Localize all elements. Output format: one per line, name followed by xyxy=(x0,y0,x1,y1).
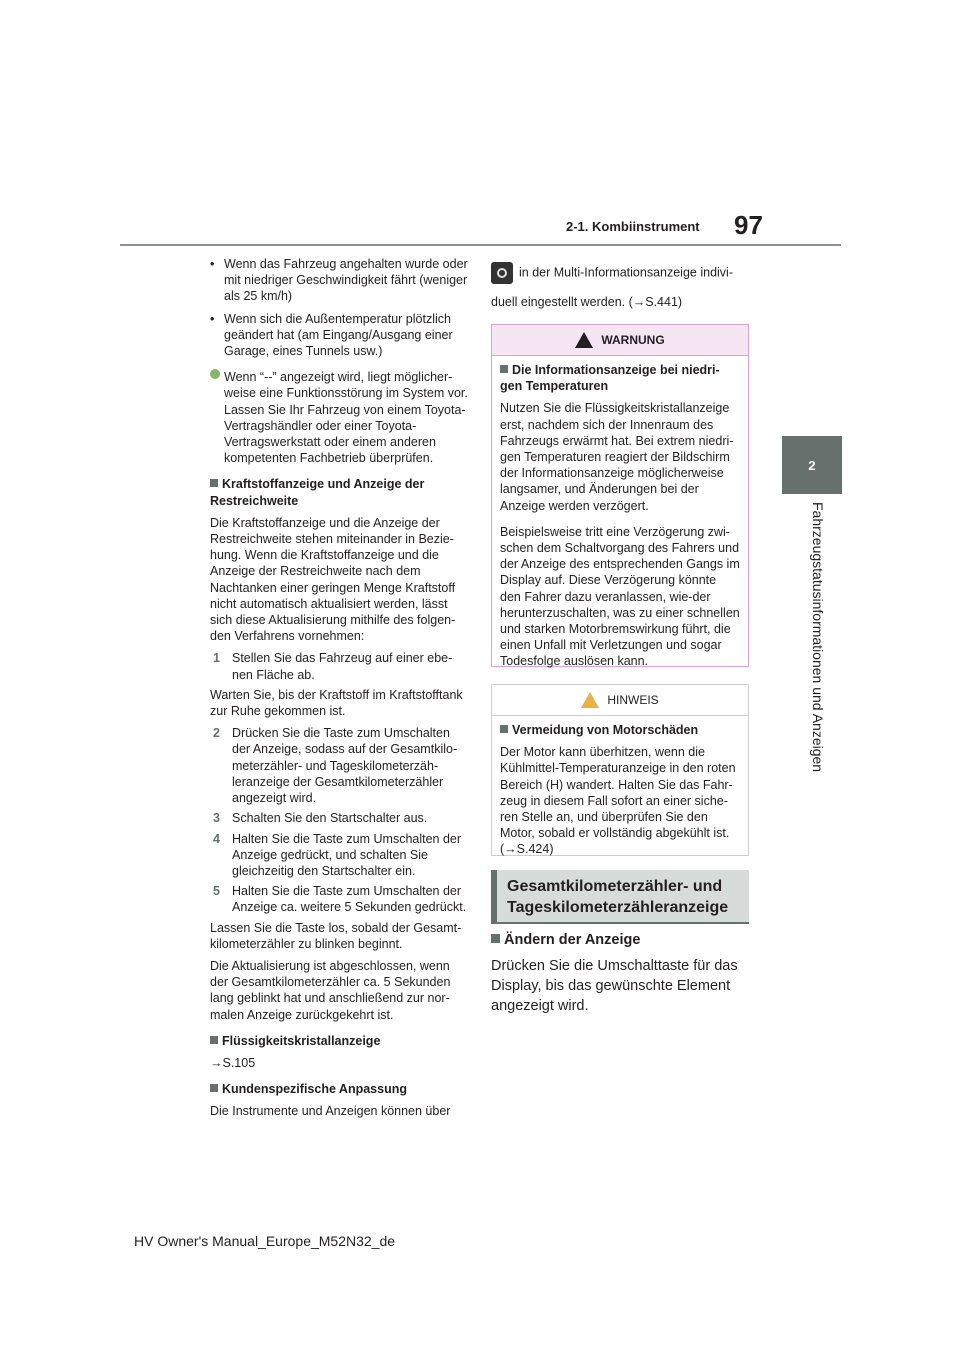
warning-text-2: Beispielsweise tritt eine Verzögerung zwi-schen dem Schaltvorgang des Fahrers und der Anzeige des entsprechenden Gangs im Display auf. Diese Verzögerung könnte den Fahrer dazu veranlassen, wie-der herunterzuschalten, was zu einer schnellen und starken Motorbremswirkung führt, die einen Unfall mit Verletzungen und sogar Todesfolge auslösen kann. xyxy=(500,524,740,669)
section-heading: Gesamtkilometerzähler- und Tageskilometerzähleranzeige xyxy=(491,870,749,922)
step-1: 1 Stellen Sie das Fahrzeug auf einer ebe-nen Fläche ab. xyxy=(213,651,453,682)
list-item: • Wenn sich die Außentemperatur plötzlich geändert hat (am Eingang/Ausgang einer Garage, eines Tunnels usw.) xyxy=(210,311,453,359)
change-text: Drücken Sie die Umschalttaste für das Display, bis das gewünschte Element angezeigt wird. xyxy=(491,958,738,1014)
warning-box xyxy=(491,324,749,667)
step-2: 2 Drücken Sie die Taste zum Umschalten der Anzeige, sodass auf der Gesamtkilo-meterzähler- und Tageskilometerzäh-leranzeige der Gesamtkilometerzähler angezeigt wird. xyxy=(213,726,458,806)
square-icon xyxy=(210,479,218,487)
custom-text: Die Instrumente und Anzeigen können über xyxy=(210,1104,451,1119)
change-section xyxy=(491,930,749,1016)
square-icon xyxy=(210,1036,218,1044)
settings-icon xyxy=(491,262,513,284)
step-4: 4 Halten Sie die Taste zum Umschalten der Anzeige gedrückt, und schalten Sie gleichzeitig den Startschalter ein. xyxy=(213,831,462,878)
step-1-note: Warten Sie, bis der Kraftstoff im Kraftstofftank zur Ruhe gekommen ist. xyxy=(210,687,463,719)
custom-heading: Kundenspezifische Anpassung xyxy=(210,1081,468,1097)
chapter-tab xyxy=(782,436,842,494)
right-intro: in der Multi-Informationsanzeige indivi- duell eingestellt werden. (→S.441) xyxy=(491,262,749,316)
notice-icon xyxy=(581,692,599,708)
square-icon xyxy=(210,1084,218,1092)
notice-heading: Vermeidung von Motorschäden xyxy=(500,722,740,738)
warning-icon xyxy=(575,332,593,348)
square-icon xyxy=(500,365,508,373)
chapter-number: 2 xyxy=(808,457,816,473)
chapter-title: Fahrzeugstatusinformationen und Anzeigen xyxy=(810,502,826,773)
header-divider xyxy=(120,244,841,246)
lcd-heading: Flüssigkeitskristallanzeige xyxy=(210,1033,468,1049)
fuel-text: Die Kraftstoffanzeige und die Anzeige der Restreichweite stehen miteinander in Bezie-hung. Wenn die Kraftstoffanzeige und die Anzeige der Restreichweite nach dem Nachtanken einer geringen Menge Kraftstoff nicht automatisch aktualisiert werden, lässt sich diese Aktualisierung mithilfe des folgen-den Verfahrens vornehmen: xyxy=(210,515,456,644)
dot-icon xyxy=(210,369,220,379)
notice-title: HINWEIS xyxy=(607,693,659,707)
warning-heading: Die Informationsanzeige bei niedri-gen Temperaturen xyxy=(500,363,720,394)
fuel-heading: Kraftstoffanzeige und Anzeige der Restreichweite xyxy=(210,477,425,508)
dot-note: Wenn “--” angezeigt wird, liegt möglicher-weise eine Funktionsstörung im System vor. Lassen Sie Ihr Fahrzeug von einem Toyota-Vertragshändler oder einer Toyota-Vertragswerkstatt oder einem anderen kompetenten Fachbetrieb überprüfen. xyxy=(210,369,468,466)
square-icon xyxy=(500,725,508,733)
step-5: 5 Halten Sie die Taste zum Umschalten der Anzeige ca. weitere 5 Sekunden gedrückt. xyxy=(213,884,467,915)
after-text-2: Die Aktualisierung ist abgeschlossen, wenn der Gesamtkilometerzähler ca. 5 Sekunden lang geblinkt hat und anschließend zur nor-malen Anzeige zurückgekehrt ist. xyxy=(210,958,451,1022)
square-icon xyxy=(491,934,500,943)
footer-text: HV Owner's Manual_Europe_M52N32_de xyxy=(134,1233,396,1249)
after-text-1: Lassen Sie die Taste los, sobald der Gesamt-kilometerzähler zu blinken beginnt. xyxy=(210,920,462,951)
list-item: • Wenn das Fahrzeug angehalten wurde oder mit niedriger Geschwindigkeit fährt (weniger als 25 km/h) xyxy=(210,257,468,304)
step-3: 3 Schalten Sie den Startschalter aus. xyxy=(213,811,428,826)
warning-title: WARNUNG xyxy=(601,333,665,347)
warning-text-1: Nutzen Sie die Flüssigkeitskristallanzeige erst, nachdem sich der Innenraum des Fahrzeugs erwärmt hat. Bei extrem niedri-gen Temperaturen reagiert der Bildschirm der Informationsanzeige möglicherweise langsamer, und Änderungen bei der Anzeige werden verzögert. xyxy=(500,401,734,513)
notice-box xyxy=(491,684,749,856)
left-column xyxy=(210,256,468,1126)
lcd-ref: →S.105 xyxy=(210,1055,256,1070)
section-title: 2-1. Kombiinstrument xyxy=(566,219,700,234)
notice-text: Der Motor kann überhitzen, wenn die Kühlmittel-Temperaturanzeige in den roten Bereich (H) wandert. Halten Sie das Fahr-zeug in diesem Fall sofort an einer siche-ren Stelle an, und überprüfen Sie den Motor, sobald er vollständig abgekühlt ist. (→S.424) xyxy=(500,745,736,857)
change-heading: Ändern der Anzeige xyxy=(491,930,749,950)
page-number: 97 xyxy=(734,210,763,240)
